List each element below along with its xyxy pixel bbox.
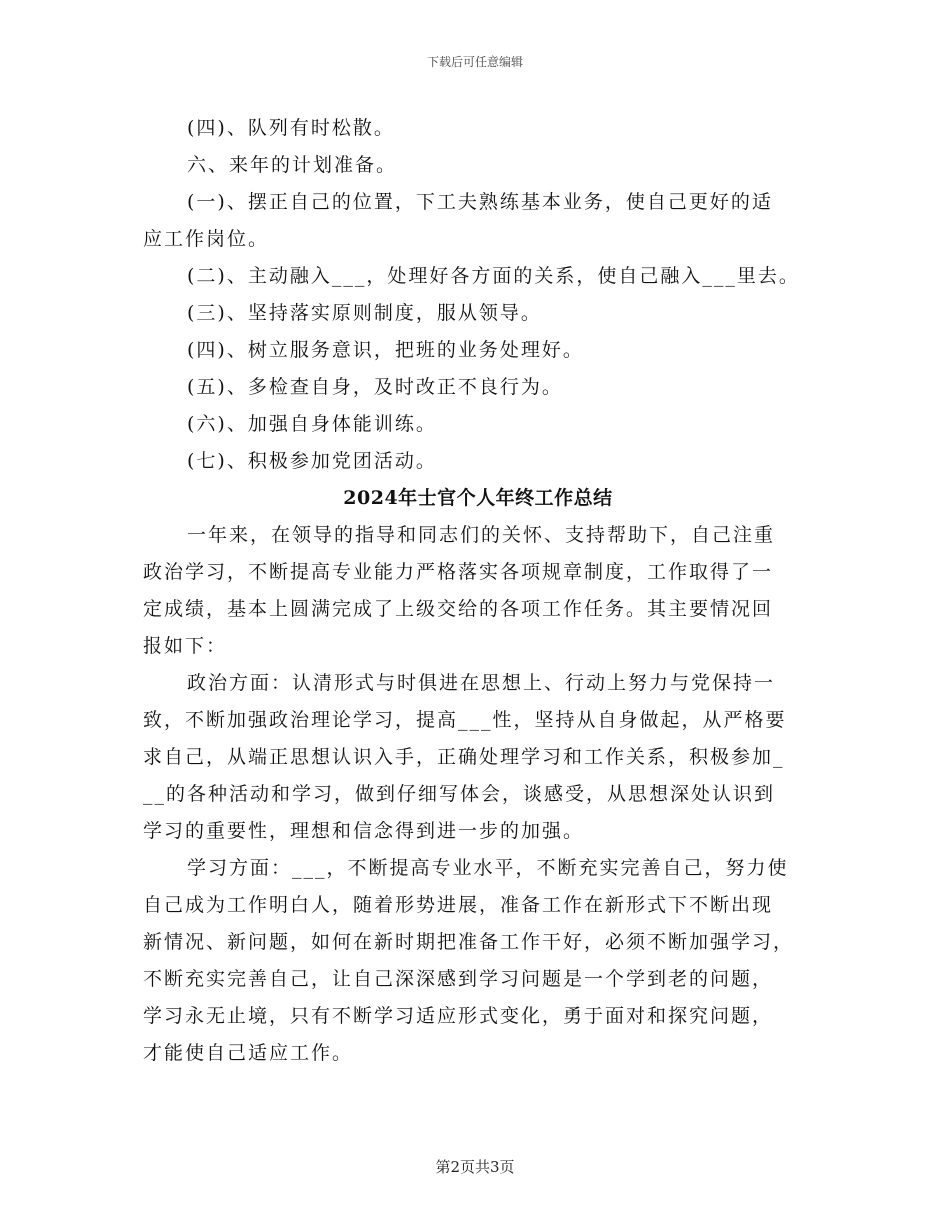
- paragraph-line: 学习方面：___，不断提高专业水平，不断充实完善自己，努力使: [187, 857, 789, 879]
- list-item-continuation: 应工作岗位。: [143, 228, 270, 250]
- paragraph-line: 报如下：: [143, 635, 228, 657]
- paragraph-line: 学习永无止境，只有不断学习适应形式变化，勇于面对和探究问题，: [143, 1005, 774, 1027]
- paragraph-politics: [143, 665, 813, 850]
- paragraph-line: 学习的重要性，理想和信念得到进一步的加强。: [143, 820, 585, 842]
- paragraph-line: 政治方面：认清形式与时俱进在思想上、行动上努力与党保持一: [187, 672, 776, 694]
- paragraph-line: 新情况、新问题，如何在新时期把准备工作干好，必须不断加强学习，: [143, 931, 795, 953]
- paragraph-line: 政治学习，不断提高专业能力严格落实各项规章制度，工作取得了一: [143, 561, 774, 583]
- list-item: (四)、队列有时松散。: [187, 117, 395, 139]
- list-item: (三)、坚持落实原则制度，服从领导。: [187, 302, 542, 324]
- section-heading: 六、来年的计划准备。: [187, 154, 398, 176]
- header-note: 下载后可任意编辑: [426, 55, 523, 69]
- list-item: (二)、主动融入___，处理好各方面的关系，使自己融入___里去。: [187, 265, 800, 287]
- document-body: [143, 110, 813, 1072]
- list-item: (一)、摆正自己的位置，下工夫熟练基本业务，使自己更好的适: [187, 191, 773, 213]
- list-item: (七)、积极参加党团活动。: [187, 450, 437, 472]
- paragraph-line: 一年来，在领导的指导和同志们的关怀、支持帮助下，自己注重: [187, 524, 776, 546]
- list-item: (六)、加强自身体能训练。: [187, 413, 437, 435]
- paragraph-line: 求自己，从端正思想认识入手，正确处理学习和工作关系，积极参加_: [143, 746, 785, 768]
- paragraph-line: 自己成为工作明白人，随着形势进展，准备工作在新形式下不断出现: [143, 894, 774, 916]
- paragraph-line: __的各种活动和学习，做到仔细写体会，谈感受，从思想深处认识到: [143, 783, 776, 805]
- paragraph-line: 定成绩，基本上圆满完成了上级交给的各项工作任务。其主要情况回: [143, 598, 774, 620]
- article-title: 2024年士官个人年终工作总结: [343, 487, 613, 509]
- paragraph-line: 致，不断加强政治理论学习，提高___性，坚持从自身做起，从严格要: [143, 709, 787, 731]
- paragraph-study: [143, 850, 813, 1072]
- paragraph-line: 不断充实完善自己，让自己深深感到学习问题是一个学到老的问题，: [143, 968, 774, 990]
- list-item: (五)、多检查自身，及时改正不良行为。: [187, 376, 563, 398]
- paragraph-line: 才能使自己适应工作。: [143, 1042, 354, 1064]
- page-number: 第2页共3页: [435, 1158, 515, 1176]
- list-item: (四)、树立服务意识，把班的业务处理好。: [187, 339, 584, 361]
- paragraph-intro: [143, 517, 813, 665]
